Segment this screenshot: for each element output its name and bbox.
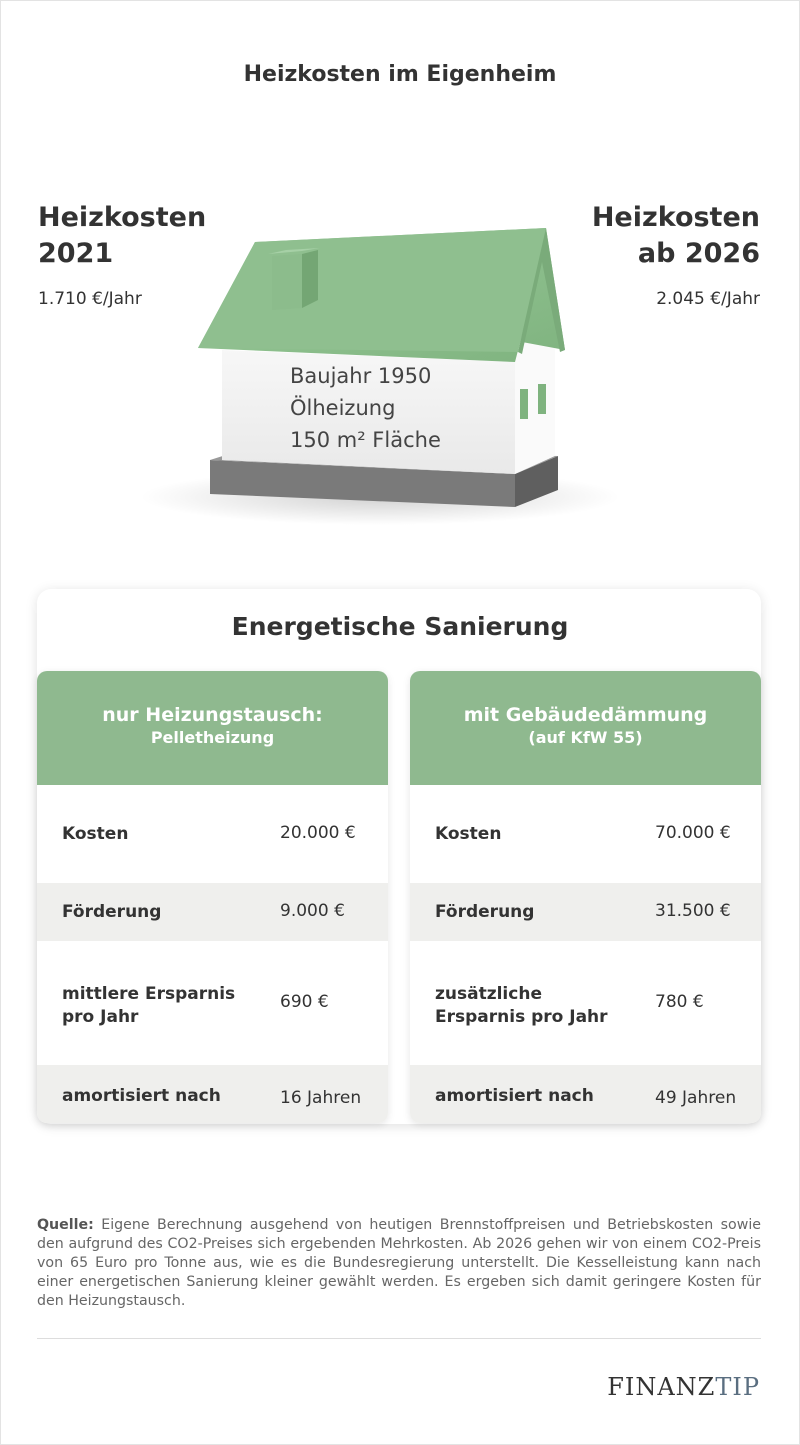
row-value: 20.000 € [280, 823, 356, 843]
row-funding [37, 883, 388, 941]
row-funding [410, 883, 761, 941]
cost-2021-heading-line2: 2021 [38, 238, 114, 269]
chimney-front [272, 254, 302, 310]
row-value: 16 Jahren [280, 1088, 362, 1108]
page-title: Heizkosten im Eigenheim [243, 62, 557, 87]
row-label-line2: pro Jahr [62, 1007, 139, 1027]
row-amortization [37, 1065, 388, 1123]
option-header-title: mit Gebäudedämmung [463, 704, 708, 726]
logo-part2: TIP [715, 1373, 760, 1401]
cost-2021-heading-line1: Heizkosten [38, 202, 207, 233]
house-roof-front [198, 228, 546, 352]
logo-part1: FINANZ [607, 1373, 716, 1401]
row-value: 31.500 € [655, 901, 731, 921]
option-header [410, 671, 761, 785]
cost-2026-value: 2.045 €/Jahr [656, 289, 760, 309]
row-value: 9.000 € [280, 901, 345, 921]
house-year: Baujahr 1950 [290, 364, 432, 388]
option-header-subtitle: (auf KfW 55) [528, 728, 643, 747]
footer-divider [37, 1338, 761, 1339]
row-label: amortisiert nach [62, 1086, 221, 1106]
row-label: Kosten [435, 824, 502, 844]
row-costs [37, 785, 388, 883]
row-amortization [410, 1065, 761, 1123]
house-info [290, 360, 441, 456]
option-header [37, 671, 388, 785]
option-header-subtitle: Pelletheizung [150, 728, 275, 747]
row-value: 690 € [280, 992, 329, 1012]
source-label: Quelle: [37, 1217, 94, 1233]
chimney-side [302, 250, 318, 308]
option-heating-replacement [37, 671, 388, 1123]
side-window-right [538, 384, 546, 414]
row-label-line1: mittlere Ersparnis [62, 984, 236, 1004]
row-label: Förderung [435, 902, 535, 922]
row-value: 49 Jahren [655, 1088, 737, 1108]
row-label-line2: Ersparnis pro Jahr [435, 1007, 608, 1027]
renovation-title: Energetische Sanierung [231, 612, 569, 641]
row-label-line1: zusätzliche [435, 984, 542, 1004]
row-value: 780 € [655, 992, 704, 1012]
row-costs [410, 785, 761, 883]
row-savings [410, 941, 761, 1065]
house-area: 150 m² Fläche [290, 428, 441, 452]
source-note [37, 1216, 761, 1311]
source-text: Eigene Berechnung ausgehend von heutigen Brennstoffpreisen und Betriebskosten sowie den aufgrund des CO2-Preises sich ergebenden Mehrkosten. Ab 2026 gehen wir von einem CO2-Preis von 65 Euro pro Tonne aus, wie es die Bundesregierung unterstellt. Die Kesselleistung kann nach einer energetischen Sanierung kleiner gewählt werden. Es ergeben sich damit geringere Kosten für den Heizungstausch. [37, 1217, 761, 1309]
finanztip-logo [607, 1373, 760, 1401]
row-value: 70.000 € [655, 823, 731, 843]
option-header-title: nur Heizungstausch: [102, 704, 323, 726]
side-window-left [520, 389, 528, 419]
row-label: Förderung [62, 902, 162, 922]
row-savings [37, 941, 388, 1065]
cost-2021-value: 1.710 €/Jahr [38, 289, 142, 309]
cost-2026-heading-line1: Heizkosten [591, 202, 760, 233]
house-heating: Ölheizung [290, 396, 396, 420]
row-label: amortisiert nach [435, 1086, 594, 1106]
row-label: Kosten [62, 824, 129, 844]
option-building-insulation [410, 671, 761, 1123]
cost-2026-heading-line2: ab 2026 [637, 238, 760, 269]
